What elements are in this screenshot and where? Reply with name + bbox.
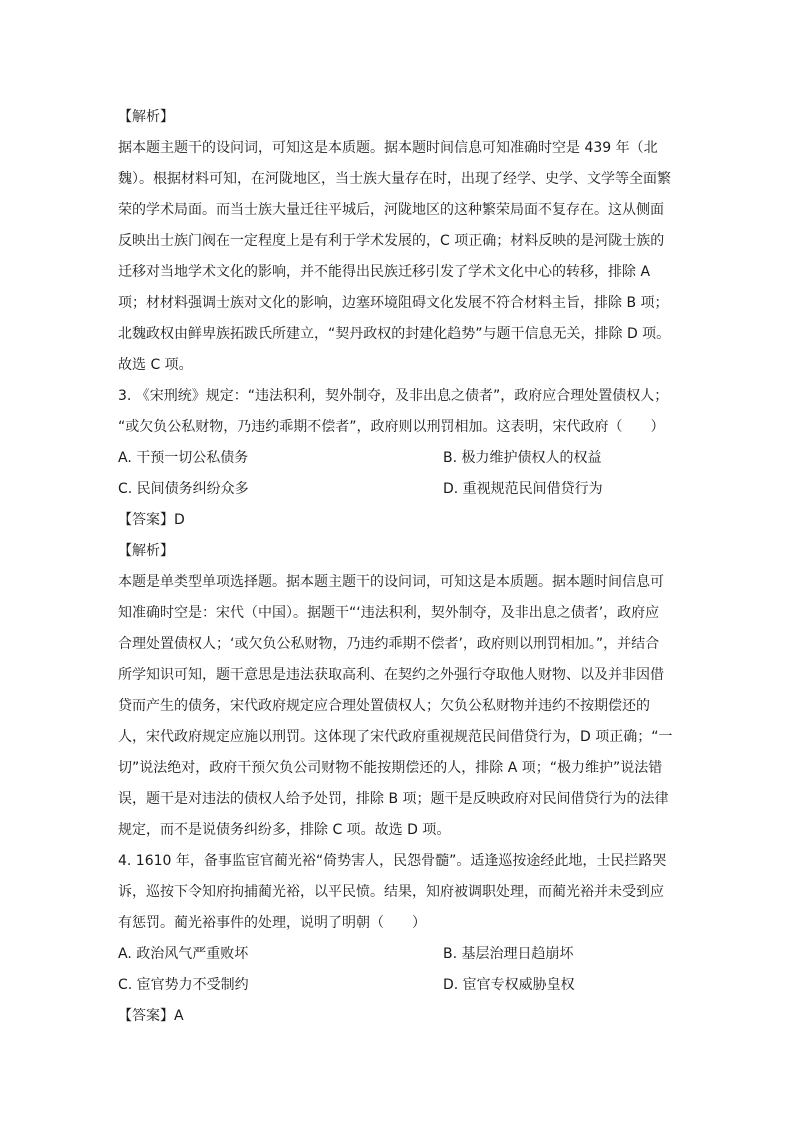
q4-options-row [118,970,686,1001]
q4-stem-line: 诉，巡按下令知府拘捕蔺光裕，以平民愤。结果，知府被调职处理，而蔺光裕并未受到应 [118,884,664,900]
q3-analysis-heading: 【解析】 [118,543,174,559]
q3-option-a: A. 干预一切公私债务 [118,450,249,466]
q4-answer: 【答案】A [118,1008,184,1024]
text-line: 迁移对当地学术文化的影响，并不能得出民族迁移引发了学术文化中心的转移，排除 A [118,264,651,280]
q4-options-row [118,939,686,970]
q3-option-b: B. 极力维护债权人的权益 [443,450,602,466]
text-line: 本题是单类型单项选择题。据本题主题干的设问词，可知这是本质题。据本题时间信息可 [118,574,664,590]
text-line: 项；材材料强调士族对文化的影响，边塞环境阻碍文化发展不符合材料主旨，排除 B 项； [118,295,669,311]
text-line: 合理处置债权人；‘或欠负公私财物，乃违约乖期不偿者’，政府则以刑罚相加。”，并结合 [118,636,660,652]
q3-option-c: C. 民间债务纠纷众多 [118,481,249,497]
question-3 [118,381,686,846]
q3-options-row [118,474,686,505]
q4-option-d: D. 宦官专权威胁皇权 [443,977,575,993]
q3-options-row [118,443,686,474]
q4-stem-line: 4. 1610 年，备事监宦官蔺光裕“倚势害人，民怨骨髓”。适逢巡按途经此地，士民拦路哭 [118,853,667,869]
text-line: 荣的学术局面。而当士族大量迁往平城后，河陇地区的这种繁荣局面不复存在。这从侧面 [118,202,664,218]
text-line: 知准确时空是：宋代（中国）。据题干“‘违法积利，契外制夺，及非出息之债者’，政府应 [118,605,660,621]
q3-stem-line: 3. 《宋刑统》规定：“违法积利，契外制夺，及非出息之债者”，政府应合理处置债权人； [118,388,669,404]
q3-answer: 【答案】D [118,512,185,528]
question-4 [118,846,686,1032]
text-line: 据本题主题干的设问词，可知这是本质题。据本题时间信息可知准确时空是 439 年（北 [118,140,658,156]
q4-stem-line: 有惩罚。蔺光裕事件的处理，说明了明朝（ ） [118,915,426,931]
text-line: 贷而产生的债务，宋代政府规定应合理处置债权人；欠负公私财物并违约不按期偿还的 [118,698,650,714]
q4-option-c: C. 宦官势力不受制约 [118,977,249,993]
text-line: 故选 C 项。 [118,357,193,373]
q4-option-a: A. 政治风气严重败坏 [118,946,249,962]
text-line: 魏）。根据材料可知，在河陇地区，当士族大量存在时，出现了经学、史学、文学等全面繁 [118,171,671,187]
q3-stem-line: “或欠负公私财物，乃违约乖期不偿者”，政府则以刑罚相加。这表明，宋代政府（ ） [118,419,665,435]
q4-option-b: B. 基层治理日趋崩坏 [443,946,574,962]
text-line: 北魏政权由鲜卑族拓跋氏所建立，“契丹政权的封建化趋势”与题干信息无关，排除 D 项。 [118,326,671,342]
text-line: 规定，而不是说债务纠纷多，排除 C 项。故选 D 项。 [118,822,451,838]
text-line: 切”说法绝对，政府干预欠负公司财物不能按期偿还的人，排除 A 项；“极力维护”说法错 [118,760,663,776]
q3-option-d: D. 重视规范民间借贷行为 [443,481,603,497]
text-line: 所学知识可知，题干意思是违法获取高利、在契约之外强行夺取他人财物、以及并非因借 [118,667,664,683]
text-line: 人，宋代政府规定应施以刑罚。这体现了宋代政府重视规范民间借贷行为，D 项正确；“一 [118,729,673,745]
q2-analysis [118,133,686,381]
text-line: 反映出士族门阀在一定程度上是有利于学术发展的，C 项正确；材料反映的是河陇士族的 [118,233,665,249]
q2-analysis-heading: 【解析】 [118,109,174,125]
text-line: 误，题干是对违法的债权人给予处罚，排除 B 项；题干是反映政府对民间借贷行为的法律 [118,791,669,807]
